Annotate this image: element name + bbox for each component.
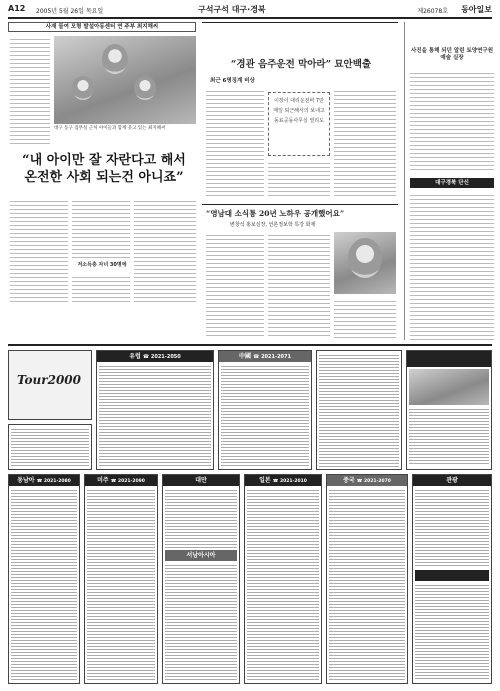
left-story-kicker: 사재 들여 모형 발설아동센터 연 주부 최지해씨	[8, 22, 196, 32]
page-number: A12	[8, 4, 26, 13]
ad-china-2-title: 중국	[343, 477, 355, 484]
ad-block-right-1[interactable]	[316, 350, 402, 470]
ad-taiwan-title: 대만	[195, 477, 207, 484]
ad-usa-title: 미주	[97, 477, 109, 484]
center-col-3	[334, 88, 396, 198]
ad-japan[interactable]: 일본 ☎ 2021-2010	[244, 474, 322, 684]
center-col-2	[268, 160, 330, 198]
left-story-intro	[10, 36, 50, 144]
left-col-text-3	[134, 198, 196, 302]
section-title: 구석구석 대구·경북	[198, 5, 266, 14]
header-rule	[8, 17, 492, 19]
tour-logo: Tour2000	[17, 373, 82, 387]
ad-china[interactable]: 中國 ☎ 2021-2071	[218, 350, 312, 470]
sidebar-briefs	[410, 192, 494, 340]
center-headline: “경관 음주운전 막아라” 묘안백출	[230, 59, 372, 70]
left-col-text-2b	[72, 274, 130, 302]
left-col-text-1	[10, 198, 68, 302]
ad-china-2[interactable]: 중국 ☎ 2021-2070	[326, 474, 408, 684]
middle-subhead: 변창석 홍보실장, 언론정보학 특강 화제	[230, 222, 316, 228]
ad-tourism[interactable]	[412, 474, 492, 684]
center-col-1	[206, 88, 264, 198]
tour-logo-box	[8, 350, 92, 420]
left-story-caption: 대구 동구 집무실 근처 아이들과 함께 웃고 있는 최지해씨	[54, 126, 166, 131]
sidebar-text	[410, 70, 494, 170]
center-subhead: 최근 6명징계 비상	[210, 78, 255, 84]
ad-europe-title: 유럽	[129, 353, 141, 360]
middle-col-3	[334, 298, 396, 338]
ad-japan-title: 일본	[259, 477, 271, 484]
ad-usa[interactable]: 미주 ☎ 2021-2090	[84, 474, 158, 684]
sidebar-title: 사진을 통해 되던 알린 토양연구원 예술 실장	[410, 48, 494, 61]
middle-headline: “영남대 소식통 20년 노하우 공개했어요”	[206, 209, 345, 218]
center-pullquote: 이장이 대리운전비 7만 매일 퇴근해서의 보내고 동료공동사무실 열리도	[268, 92, 330, 156]
ad-tourism-title: 관광	[446, 477, 458, 484]
ad-southeast-title: 동남아	[17, 477, 35, 484]
page-header	[8, 4, 492, 16]
sidebar-briefs-header: 대구경북 단신	[410, 178, 494, 188]
middle-col-1	[206, 232, 264, 338]
left-col-text-2	[72, 198, 130, 258]
left-subhead: 저소득층 자녀 30명에	[77, 262, 127, 268]
middle-story-portrait	[334, 232, 396, 294]
issue-date: 2005년 5월 26일 목요일	[36, 8, 104, 15]
middle-col-2	[268, 232, 330, 338]
newspaper-name: 동아일보	[461, 5, 492, 14]
left-story-quote: “내 아이만 잘 자란다고 해서 온전한 사회 되는건 아니죠”	[22, 153, 186, 185]
issue-number: 제26078호	[417, 8, 448, 15]
ad-block-right-2[interactable]	[406, 350, 492, 470]
ad-southwest-title: 서남아시아	[186, 552, 216, 559]
ad-europe[interactable]: 유럽 ☎ 2021-2050	[96, 350, 214, 470]
left-story-photo	[54, 36, 196, 124]
ad-divider	[8, 344, 492, 346]
ad-taiwan[interactable]	[162, 474, 240, 684]
ad-china-title: 中國	[239, 353, 252, 360]
ad-left-mid[interactable]	[8, 424, 92, 470]
ad-southeast[interactable]: 동남아 ☎ 2021-2080	[8, 474, 80, 684]
